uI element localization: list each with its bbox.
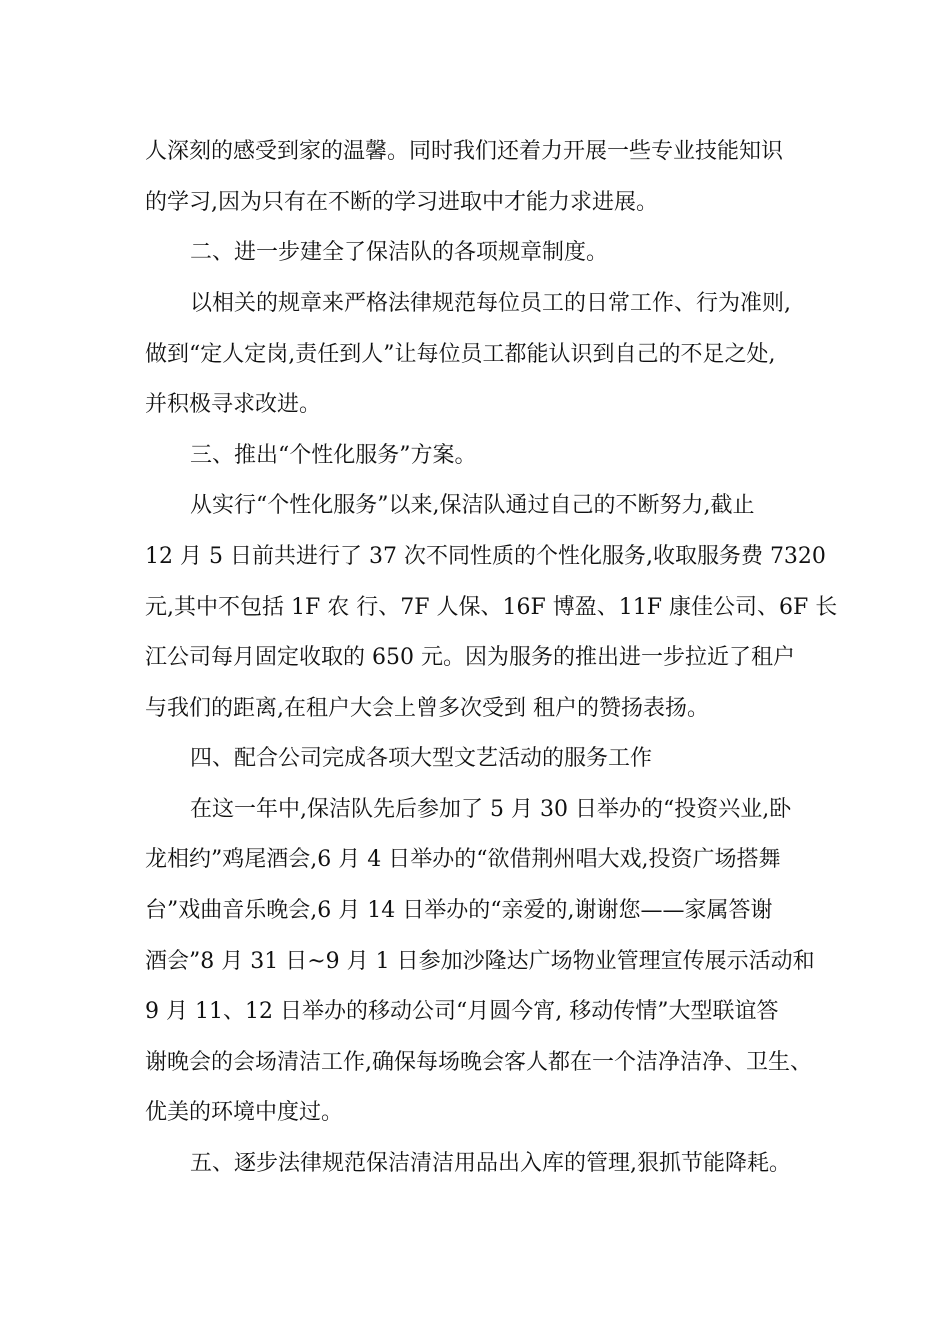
text-line: 以相关的规章来严格法律规范每位员工的日常工作、行为准则, [190,291,791,316]
text-line: 龙相约”鸡尾酒会,6 月 4 日举办的“欲借荆州唱大戏,投资广场搭舞 [145,847,781,872]
text-line: 从实行“个性化服务”以来,保洁队通过自己的不断努力,截止 [190,493,755,518]
text-line: 在这一年中,保洁队先后参加了 5 月 30 日举办的“投资兴业,卧 [190,797,792,822]
text-line: 酒会”8 月 31 日~9 月 1 日参加沙隆达广场物业管理宣传展示活动和 [145,949,815,974]
section-heading: 五、逐步法律规范保洁清洁用品出入库的管理,狠抓节能降耗。 [190,1151,791,1176]
text-line: 并积极寻求改进。 [145,392,322,417]
section-heading: 四、配合公司完成各项大型文艺活动的服务工作 [190,746,653,771]
text-line: 人深刻的感受到家的温馨。同时我们还着力开展一些专业技能知识 [145,139,784,164]
text-line: 与我们的距离,在租户大会上曾多次受到 租户的赞扬表扬。 [145,696,709,721]
text-line: 优美的环境中度过。 [145,1100,344,1125]
text-line: 9 月 11、12 日举办的移动公司“月圆今宵, 移动传情”大型联谊答 [145,999,779,1024]
text-line: 元,其中不包括 1F 农 行、7F 人保、16F 博盈、11F 康佳公司、6F 长 [145,595,838,620]
text-line: 谢晚会的会场清洁工作,确保每场晚会客人都在一个洁净洁净、卫生、 [145,1050,812,1075]
text-line: 做到“定人定岗,责任到人”让每位员工都能认识到自己的不足之处, [145,342,776,367]
text-line: 12 月 5 日前共进行了 37 次不同性质的个性化服务,收取服务费 7320 [145,544,826,569]
section-heading: 二、进一步建全了保洁队的各项规章制度。 [190,240,609,265]
text-line: 江公司每月固定收取的 650 元。因为服务的推出进一步拉近了租户 [145,645,795,670]
text-line: 台”戏曲音乐晚会,6 月 14 日举办的“亲爱的,谢谢您——家属答谢 [145,898,773,923]
section-heading: 三、推出“个性化服务”方案。 [190,443,477,468]
text-line: 的学习,因为只有在不断的学习进取中才能力求进展。 [145,190,658,215]
